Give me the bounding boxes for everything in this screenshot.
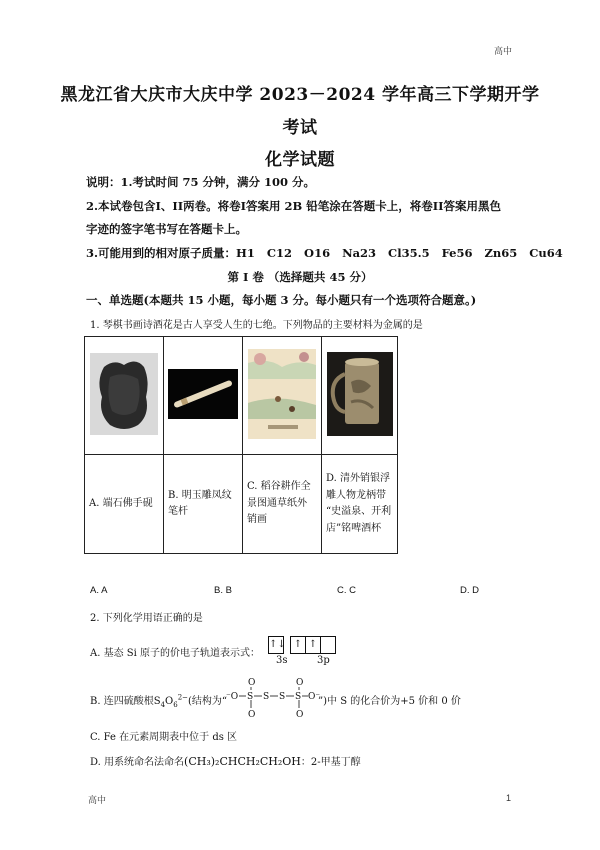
orbital-box-3p-2: ↑ <box>305 636 321 654</box>
silver-mug-image <box>327 352 393 436</box>
q2-option-c: C. Fe 在元素周期表中位于 ds 区 <box>90 732 238 743</box>
instruction-2b: 字迹的签字笔书写在答题卡上。 <box>86 222 247 236</box>
q1-stem: 1. 琴棋书画诗酒花是古人享受人生的七绝。下列物品的主要材料为金属的是 <box>90 320 423 331</box>
orbital-box-3p-3 <box>320 636 336 654</box>
part1-title: 第 I 卷 （选择题共 45 分） <box>227 270 373 284</box>
orbital-box-3s: ↑↓ <box>268 636 284 654</box>
svg-text:O: O <box>248 710 256 720</box>
svg-text:O⁻: O⁻ <box>308 692 321 702</box>
q2-option-a: A. 基态 Si 原子的价电子轨道表示式： <box>90 648 260 659</box>
farming-painting-image <box>248 349 316 439</box>
option-d-image-cell <box>322 337 398 455</box>
q1-answer-c: C. C <box>337 585 356 596</box>
jade-brush-image <box>168 369 238 419</box>
inkstone-image <box>90 353 158 435</box>
section-title: 一、单选题(本题共 15 小题，每小题 3 分。每小题只有一个选项符合题意。) <box>86 293 477 307</box>
svg-text:S: S <box>295 692 302 702</box>
option-b-image-cell <box>164 337 243 455</box>
option-b-label: B. 明玉雕凤纹 笔杆 <box>164 455 243 554</box>
instruction-2a: 2.本试卷包含I、II两卷。将卷I答案用 2B 铅笔涂在答题卡上，将卷II答案用黑色 <box>86 199 502 213</box>
title-line2: 考试 <box>282 118 318 138</box>
q1-answer-d: D. D <box>460 585 479 596</box>
q2-option-b-suffix: ”)中 S 的化合价为+5 价和 0 价 <box>318 696 461 707</box>
instruction-3: 3.可能用到的相对原子质量：H1 C12 O16 Na23 Cl35.5 Fe56 Zn65 Cu64 <box>86 246 563 260</box>
svg-text:⁻O: ⁻O <box>226 692 239 702</box>
option-d-label: D. 清外销银浮 雕人物龙柄带 “史溢泉、开利 店”铭啤酒杯 <box>322 455 398 554</box>
svg-text:O: O <box>296 678 304 688</box>
orbital-box-3p-1: ↑ <box>290 636 306 654</box>
svg-text:O: O <box>296 710 304 720</box>
q2-option-d: D. 用系统命名法命名(CH₃)₂CHCH₂CH₂OH：2-甲基丁醇 <box>90 755 361 768</box>
instruction-1: 说明：1.考试时间 75 分钟，满分 100 分。 <box>86 175 316 189</box>
q2-stem: 2. 下列化学用语正确的是 <box>90 613 203 624</box>
page-number: 1 <box>506 793 512 803</box>
q1-answer-b: B. B <box>214 585 232 596</box>
option-c-label: C. 稻谷耕作全 景图通草纸外 销画 <box>243 455 322 554</box>
tetrathionate-structure <box>226 678 321 722</box>
footer-tag: 高中 <box>88 795 107 805</box>
q1-answer-a: A. A <box>90 585 108 596</box>
alcohol-formula: (CH₃)₂CHCH₂CH₂OH <box>184 755 301 768</box>
orbital-label-3p: 3p <box>317 655 330 666</box>
option-a-image-cell <box>85 337 164 455</box>
option-c-image-cell <box>243 337 322 455</box>
q2-option-b: B. 连四硫酸根$S_4O_6^{2-}$(结构为“ <box>90 693 228 709</box>
svg-text:S: S <box>263 692 270 702</box>
orbital-label-3s: 3s <box>276 655 288 666</box>
header-tag: 高中 <box>493 46 512 56</box>
title-line1: 黑龙江省大庆市大庆中学 2023－2024 学年高三下学期开学 <box>60 85 540 105</box>
q1-options-table <box>84 336 398 554</box>
svg-text:S: S <box>247 692 254 702</box>
orbital-diagram <box>268 634 336 654</box>
svg-text:S: S <box>279 692 286 702</box>
subject-title: 化学试题 <box>265 150 335 170</box>
svg-text:O: O <box>248 678 256 688</box>
option-a-label: A. 端石佛手砚 <box>85 455 164 554</box>
